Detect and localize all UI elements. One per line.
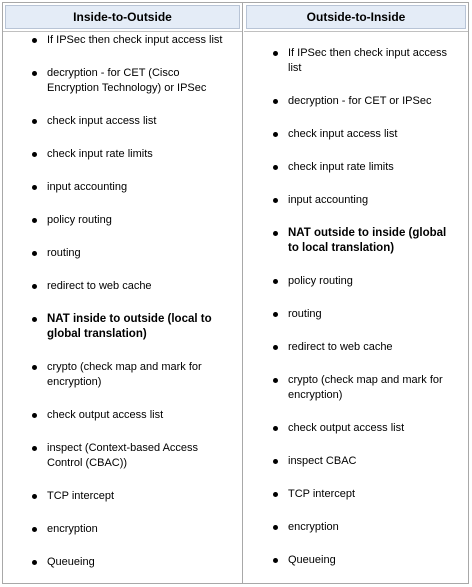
list-item	[244, 274, 468, 289]
bullet-icon	[273, 99, 278, 104]
bullet-icon	[32, 494, 37, 499]
list-item	[3, 213, 242, 228]
list-item-text: check output access list	[47, 409, 164, 421]
list-item-text: check input rate limits	[47, 148, 153, 160]
list-item-text: policy routing	[288, 275, 353, 287]
list-item	[3, 180, 242, 195]
list-item	[3, 360, 242, 390]
bullet-icon	[32, 527, 37, 532]
list-item-text: input accounting	[47, 181, 128, 193]
list-item	[3, 312, 242, 342]
list-item-text: NAT outside to inside (global to local translation)	[288, 227, 447, 254]
bullet-icon	[32, 560, 37, 565]
list-item	[244, 421, 468, 436]
list-item	[3, 246, 242, 261]
bullet-icon	[32, 284, 37, 289]
bullet-icon	[32, 413, 37, 418]
list-item-text: TCP intercept	[47, 490, 115, 502]
bullet-icon	[273, 525, 278, 530]
list-item	[244, 193, 468, 208]
list-item-text: crypto (check map and mark for encryption)	[47, 361, 202, 388]
list-item-text: input accounting	[288, 194, 369, 206]
bullet-icon	[273, 459, 278, 464]
list-item	[3, 114, 242, 129]
list-item	[3, 489, 242, 504]
list-item-text: check input access list	[47, 115, 157, 127]
list-item-text: Queueing	[47, 556, 95, 568]
column-header: Outside-to-Inside	[246, 5, 466, 29]
list-item	[3, 555, 242, 570]
bullet-icon	[273, 426, 278, 431]
bullet-icon	[32, 251, 37, 256]
list-item	[244, 46, 468, 76]
list-item	[244, 127, 468, 142]
list-item	[244, 307, 468, 322]
list-item-text: encryption	[288, 521, 339, 533]
header-divider	[3, 31, 242, 32]
bullet-icon	[32, 152, 37, 157]
bullet-icon	[273, 558, 278, 563]
bullet-icon	[32, 185, 37, 190]
bullet-icon	[273, 312, 278, 317]
list-item-text: routing	[288, 308, 322, 320]
list-item-text: If IPSec then check input access list	[288, 47, 447, 74]
bullet-icon	[273, 492, 278, 497]
list-item	[3, 33, 242, 48]
step-list	[244, 46, 468, 568]
list-item-text: TCP intercept	[288, 488, 356, 500]
header-divider	[244, 31, 468, 32]
list-item-text: check input rate limits	[288, 161, 394, 173]
bullet-icon	[273, 231, 278, 236]
list-item-text: decryption - for CET or IPSec	[288, 95, 432, 107]
list-item	[244, 553, 468, 568]
bullet-icon	[32, 317, 37, 322]
list-item-text: check output access list	[288, 422, 405, 434]
nat-order-table	[2, 2, 469, 584]
bullet-icon	[273, 132, 278, 137]
list-item	[3, 522, 242, 537]
list-item	[3, 408, 242, 423]
list-item	[244, 487, 468, 502]
list-item-text: decryption - for CET (Cisco Encryption Technology) or IPSec	[47, 67, 207, 94]
list-item-text: check input access list	[288, 128, 398, 140]
list-item	[244, 340, 468, 355]
column-outside-to-inside	[244, 3, 468, 583]
bullet-icon	[32, 119, 37, 124]
list-item	[244, 520, 468, 535]
list-item	[244, 226, 468, 256]
bullet-icon	[32, 38, 37, 43]
list-item-text: routing	[47, 247, 81, 259]
list-item	[244, 94, 468, 109]
list-item-text: NAT inside to outside (local to global translation)	[47, 313, 212, 340]
column-header: Inside-to-Outside	[5, 5, 240, 29]
list-item-text: inspect CBAC	[288, 455, 357, 467]
list-item-text: policy routing	[47, 214, 112, 226]
list-item-text: crypto (check map and mark for encryption)	[288, 374, 443, 401]
list-item-text: If IPSec then check input access list	[47, 34, 223, 46]
list-item	[244, 160, 468, 175]
list-item	[3, 147, 242, 162]
bullet-icon	[273, 378, 278, 383]
bullet-icon	[32, 446, 37, 451]
bullet-icon	[273, 279, 278, 284]
bullet-icon	[273, 198, 278, 203]
list-item-text: Queueing	[288, 554, 336, 566]
list-item	[3, 66, 242, 96]
bullet-icon	[32, 71, 37, 76]
list-item	[244, 454, 468, 469]
list-item	[244, 373, 468, 403]
list-item-text: redirect to web cache	[47, 280, 152, 292]
bullet-icon	[273, 345, 278, 350]
step-list	[3, 33, 242, 570]
list-item-text: redirect to web cache	[288, 341, 393, 353]
list-item-text: inspect (Context-based Access Control (CBAC))	[47, 442, 199, 469]
list-item	[3, 441, 242, 471]
bullet-icon	[32, 218, 37, 223]
column-inside-to-outside	[3, 3, 243, 583]
bullet-icon	[32, 365, 37, 370]
list-item-text: encryption	[47, 523, 98, 535]
bullet-icon	[273, 165, 278, 170]
bullet-icon	[273, 51, 278, 56]
list-item	[3, 279, 242, 294]
